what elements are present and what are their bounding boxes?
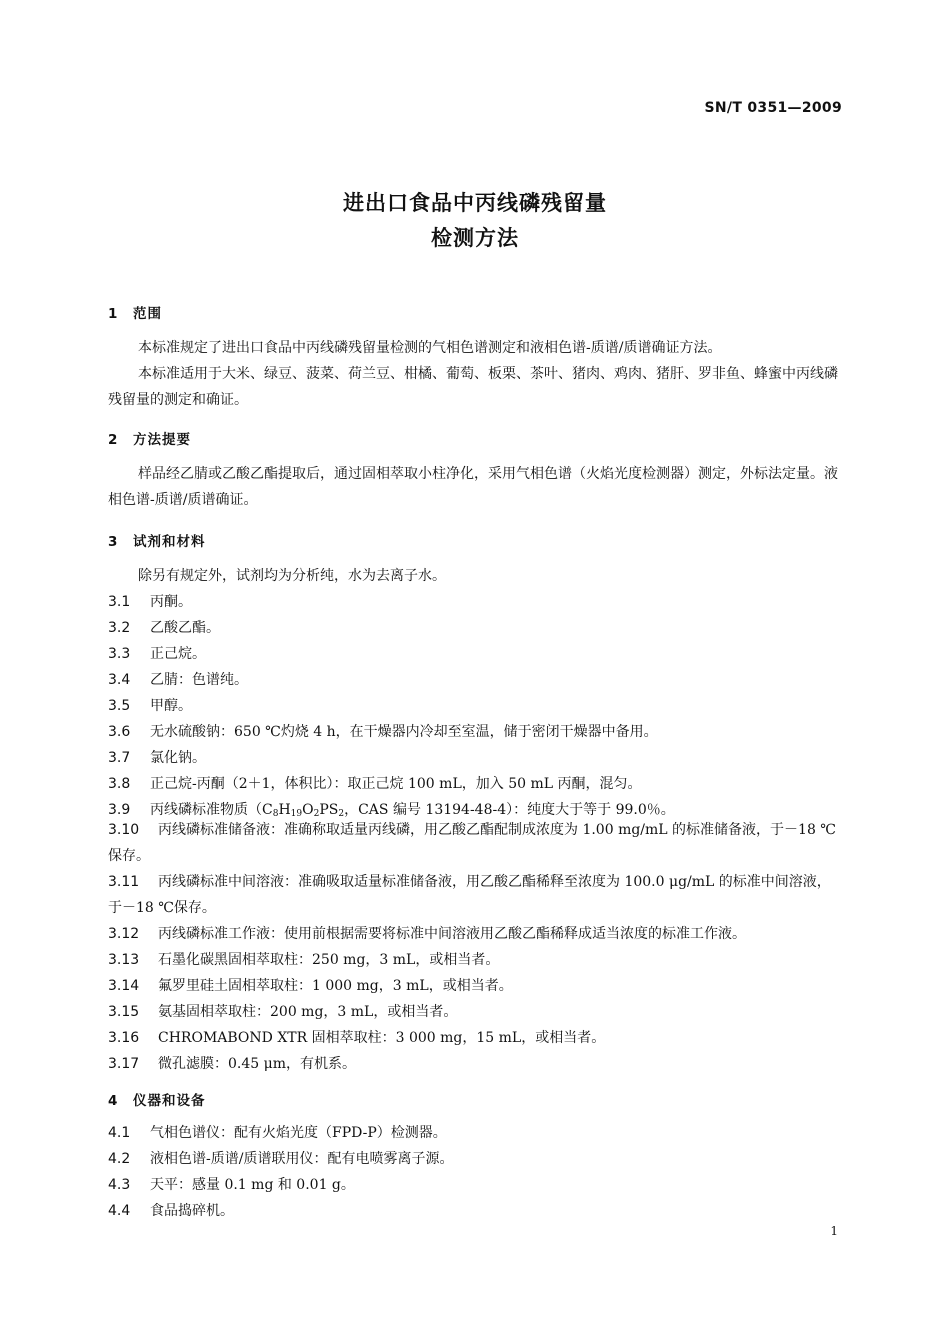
- list-item: [108, 921, 842, 947]
- section-title: 方法提要: [133, 432, 191, 448]
- item-number: 3.11: [108, 874, 140, 890]
- section-number: 4: [108, 1093, 119, 1109]
- item-text: 氨基固相萃取柱：200 mg，3 mL，或相当者。: [158, 1004, 458, 1020]
- section-3-heading: [108, 530, 206, 550]
- item-number: 3.7: [108, 750, 131, 766]
- item-number: 4.3: [108, 1177, 131, 1193]
- list-item: [108, 589, 842, 615]
- section-3-intro: 除另有规定外，试剂均为分析纯，水为去离子水。: [138, 568, 446, 584]
- item-number: 3.16: [108, 1030, 140, 1046]
- standard-code: SN/T 0351—2009: [704, 100, 842, 116]
- list-item: [108, 641, 842, 667]
- list-item: [108, 615, 842, 641]
- item-text: 石墨化碳黑固相萃取柱：250 mg，3 mL，或相当者。: [158, 952, 500, 968]
- section-1-paragraph-2: 本标准适用于大米、绿豆、菠菜、荷兰豆、柑橘、葡萄、板栗、茶叶、猪肉、鸡肉、猪肝、罗非鱼、蜂蜜中丙线磷残留量的测定和确证。: [108, 366, 838, 408]
- section-title: 试剂和材料: [133, 534, 206, 550]
- list-item: [108, 947, 842, 973]
- item-text: 食品捣碎机。: [150, 1203, 234, 1219]
- list-item: [108, 693, 842, 719]
- section-number: 1: [108, 306, 119, 322]
- list-item: [108, 745, 842, 771]
- list-item: [108, 1025, 842, 1051]
- document-title-line2: 检测方法: [431, 226, 519, 250]
- item-text: 正己烷。: [150, 646, 206, 662]
- item-number: 3.3: [108, 646, 131, 662]
- item-number: 3.5: [108, 698, 131, 714]
- item-text: 丙线磷标准储备液：准确称取适量丙线磷，用乙酸乙酯配制成浓度为 1.00 mg/mL 的标准储备液，于－18 ℃保存。: [108, 822, 836, 864]
- item-number: 4.4: [108, 1203, 131, 1219]
- item-text: 氟罗里硅土固相萃取柱：1 000 mg，3 mL，或相当者。: [158, 978, 513, 994]
- item-text: 乙腈：色谱纯。: [150, 672, 248, 688]
- list-item: [108, 817, 842, 869]
- section-number: 3: [108, 534, 119, 550]
- section-2-heading: [108, 428, 191, 448]
- list-item: [108, 973, 842, 999]
- item-text: 无水硫酸钠：650 ℃灼烧 4 h，在干燥器内冷却至室温，储于密闭干燥器中备用。: [150, 724, 658, 740]
- item-text: 丙线磷标准物质（$C_8H_{19}O_2PS_2$，CAS 编号 13194-48-4）：纯度大于等于 99.0％。: [150, 802, 675, 819]
- item-number: 4.2: [108, 1151, 131, 1167]
- item-number: 3.10: [108, 822, 140, 838]
- item-number: 3.8: [108, 776, 131, 792]
- list-item: [108, 1051, 842, 1077]
- item-text: 气相色谱仪：配有火焰光度（FPD-P）检测器。: [150, 1125, 447, 1141]
- section-4-heading: [108, 1089, 206, 1109]
- section-1-paragraph-1: 本标准规定了进出口食品中丙线磷残留量检测的气相色谱测定和液相色谱-质谱/质谱确证方法。: [138, 340, 722, 356]
- list-item: [108, 1172, 842, 1198]
- list-item: [108, 719, 842, 745]
- item-number: 3.14: [108, 978, 140, 994]
- item-number: 3.6: [108, 724, 131, 740]
- item-number: 3.13: [108, 952, 140, 968]
- list-item: [108, 999, 842, 1025]
- item-text: 正己烷-丙酮（2＋1，体积比）：取正己烷 100 mL，加入 50 mL 丙酮，混匀。: [150, 776, 642, 792]
- page-number: 1: [830, 1224, 838, 1238]
- item-number: 4.1: [108, 1125, 131, 1141]
- item-text: 天平：感量 0.1 mg 和 0.01 g。: [150, 1177, 355, 1193]
- item-text: 液相色谱-质谱/质谱联用仪：配有电喷雾离子源。: [150, 1151, 454, 1167]
- item-text: 甲醇。: [150, 698, 192, 714]
- section-title: 范围: [133, 306, 162, 322]
- item-number: 3.1: [108, 594, 131, 610]
- item-text: 丙酮。: [150, 594, 192, 610]
- item-text: 丙线磷标准中间溶液：准确吸取适量标准储备液，用乙酸乙酯稀释至浓度为 100.0 μg/mL 的标准中间溶液，于－18 ℃保存。: [108, 874, 831, 916]
- item-number: 3.15: [108, 1004, 140, 1020]
- list-item: [108, 667, 842, 693]
- section-1-heading: [108, 302, 162, 322]
- item-text: 氯化钠。: [150, 750, 206, 766]
- item-number: 3.12: [108, 926, 140, 942]
- item-text: 丙线磷标准工作液：使用前根据需要将标准中间溶液用乙酸乙酯稀释成适当浓度的标准工作液。: [158, 926, 746, 942]
- list-item: [108, 1146, 842, 1172]
- item-number: 3.2: [108, 620, 131, 636]
- item-number: 3.4: [108, 672, 131, 688]
- list-item: [108, 771, 842, 797]
- list-item: [108, 869, 842, 921]
- item-number: 3.9: [108, 802, 131, 818]
- document-title-line1: 进出口食品中丙线磷残留量: [343, 191, 607, 215]
- list-item: [108, 1120, 842, 1146]
- item-text: 乙酸乙酯。: [150, 620, 220, 636]
- item-number: 3.17: [108, 1056, 140, 1072]
- item-text: 微孔滤膜：0.45 μm，有机系。: [158, 1056, 356, 1072]
- list-item: [108, 1198, 842, 1224]
- section-number: 2: [108, 432, 119, 448]
- item-text: CHROMABOND XTR 固相萃取柱：3 000 mg，15 mL，或相当者。: [158, 1030, 606, 1046]
- section-2-paragraph-1: 样品经乙腈或乙酸乙酯提取后，通过固相萃取小柱净化，采用气相色谱（火焰光度检测器）测定，外标法定量。液相色谱-质谱/质谱确证。: [108, 466, 838, 508]
- section-title: 仪器和设备: [133, 1093, 206, 1109]
